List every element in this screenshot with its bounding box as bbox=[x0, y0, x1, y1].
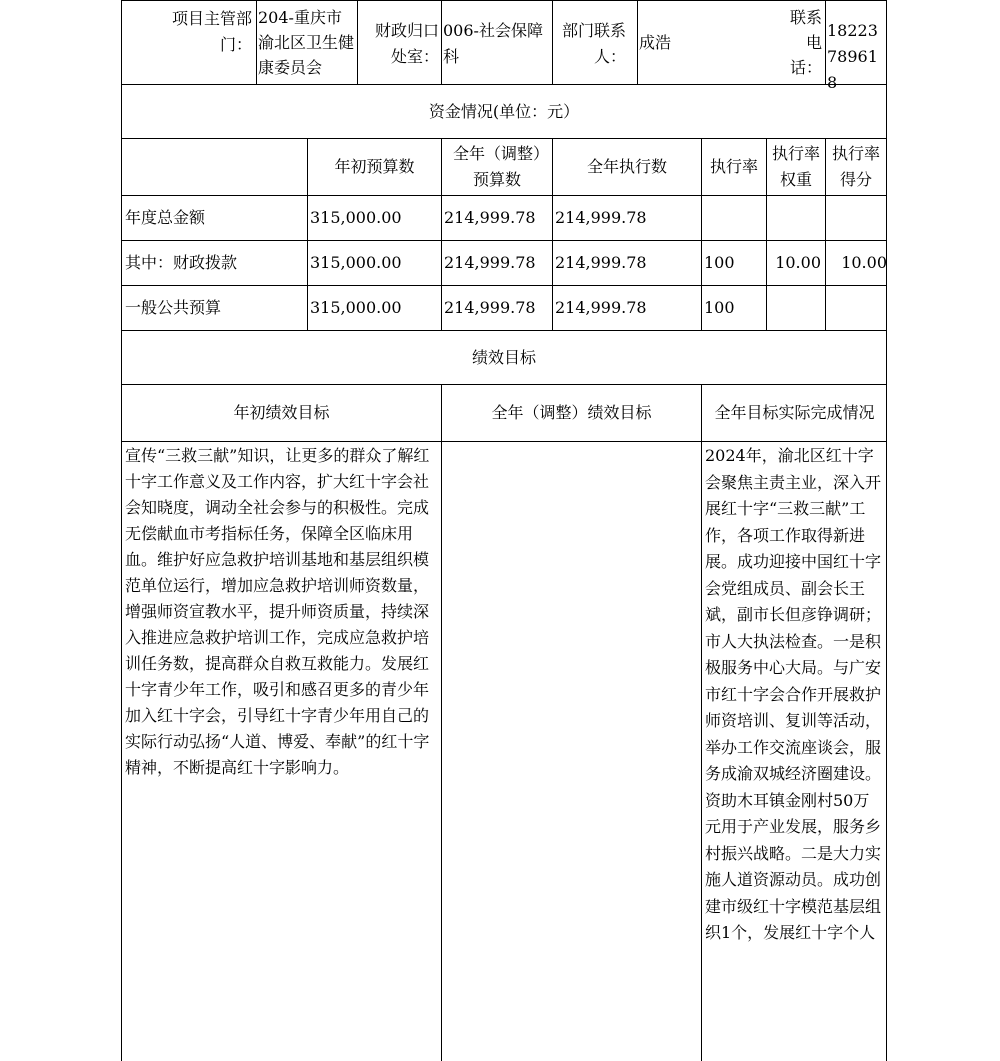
row-score: 10.00 bbox=[841, 253, 887, 272]
row-adjusted: 214,999.78 bbox=[444, 208, 536, 227]
table-border bbox=[121, 0, 122, 1061]
table-border bbox=[121, 0, 887, 1]
row-initial: 315,000.00 bbox=[310, 208, 402, 227]
col-divider bbox=[357, 0, 358, 84]
col-weight: 执行率权重 bbox=[771, 144, 820, 189]
col-divider bbox=[637, 0, 638, 84]
finance-label: 财政归口处室： bbox=[374, 21, 439, 66]
col-executed: 全年执行数 bbox=[586, 157, 667, 176]
col-divider bbox=[441, 138, 442, 330]
col-adjusted-budget: 全年（调整）预算数 bbox=[452, 144, 541, 189]
row-weight bbox=[767, 286, 821, 330]
col-rate: 执行率 bbox=[709, 157, 758, 176]
col-divider bbox=[256, 0, 257, 84]
dept-value: 204-重庆市渝北区卫生健康委员会 bbox=[258, 8, 355, 77]
col-divider bbox=[441, 384, 442, 1061]
row-rate bbox=[704, 196, 764, 240]
table-border bbox=[886, 0, 887, 1061]
col-initial-goal: 年初绩效目标 bbox=[233, 403, 330, 422]
row-divider bbox=[121, 441, 887, 442]
col-divider bbox=[552, 0, 553, 84]
col-initial-budget: 年初预算数 bbox=[334, 157, 415, 176]
row-rate: 100 bbox=[704, 253, 735, 272]
actual-completion-text: 2024年，渝北区红十字会聚焦主责主业，深入开展红十字“三救三献”工作，各项工作取得新进展。成功迎接中国红十字会党组成员、副会长王斌，副市长但彦铮调研；市人大执法检查。一是积极服务中心大局。与广安市红十字会合作开展救护师资培训、复训等活动，举办工作交流座谈会，服务成渝双城经济圈建设。资助木耳镇金刚村50万元用于产业发展，服务乡村振兴战略。二是大力实施人道资源动员。成功创建市级红十字模范基层组织1个，发展红十字个人 bbox=[705, 446, 882, 942]
contact-value: 成浩 bbox=[639, 33, 672, 52]
row-label: 其中：财政拨款 bbox=[125, 253, 238, 272]
contact-label: 部门联系人： bbox=[561, 21, 626, 66]
adjusted-goal-text bbox=[445, 443, 697, 1043]
phone-value: 18223789618 bbox=[827, 21, 878, 92]
col-score: 执行率得分 bbox=[831, 144, 880, 189]
row-initial: 315,000.00 bbox=[310, 298, 402, 317]
row-weight: 10.00 bbox=[775, 253, 821, 272]
performance-table bbox=[121, 0, 887, 1061]
col-divider bbox=[825, 0, 826, 84]
phone-label: 联系电话： bbox=[789, 8, 822, 77]
row-adjusted: 214,999.78 bbox=[444, 298, 536, 317]
funds-title: 资金情况(单位：元） bbox=[428, 101, 580, 121]
row-executed: 214,999.78 bbox=[555, 298, 647, 317]
row-initial: 315,000.00 bbox=[310, 253, 402, 272]
row-rate: 100 bbox=[704, 298, 735, 317]
initial-goal-text: 宣传“三救三献”知识，让更多的群众了解红十字工作意义及工作内容，扩大红十字会社会知晓度，调动全社会参与的积极性。完成无偿献血市考指标任务，保障全区临床用血。维护好应急救护培训基地和基层组织模范单位运行，增加应急救护培训师资数量，增强师资宣教水平，提升师资质量，持续深入推进应急救护培训工作，完成应急救护培训任务数，提高群众自救互救能力。发展红十字青少年工作，吸引和感召更多的青少年加入红十字会，引导红十字青少年用自己的实际行动弘扬“人道、博爱、奉献”的红十字精神，不断提高红十字影响力。 bbox=[125, 446, 430, 777]
row-executed: 214,999.78 bbox=[555, 253, 647, 272]
dept-label: 项目主管部门： bbox=[171, 9, 252, 54]
row-label: 一般公共预算 bbox=[125, 298, 222, 317]
row-score bbox=[826, 196, 887, 240]
row-score bbox=[826, 286, 887, 330]
row-weight bbox=[767, 196, 821, 240]
col-actual-completion: 全年目标实际完成情况 bbox=[714, 403, 875, 422]
goals-title: 绩效目标 bbox=[471, 347, 536, 367]
row-label: 年度总金额 bbox=[125, 208, 206, 227]
col-adjusted-goal: 全年（调整）绩效目标 bbox=[491, 403, 652, 422]
row-adjusted: 214,999.78 bbox=[444, 253, 536, 272]
row-executed: 214,999.78 bbox=[555, 208, 647, 227]
col-divider bbox=[701, 384, 702, 1061]
col-divider bbox=[441, 0, 442, 84]
finance-value: 006-社会保障科 bbox=[443, 21, 543, 66]
